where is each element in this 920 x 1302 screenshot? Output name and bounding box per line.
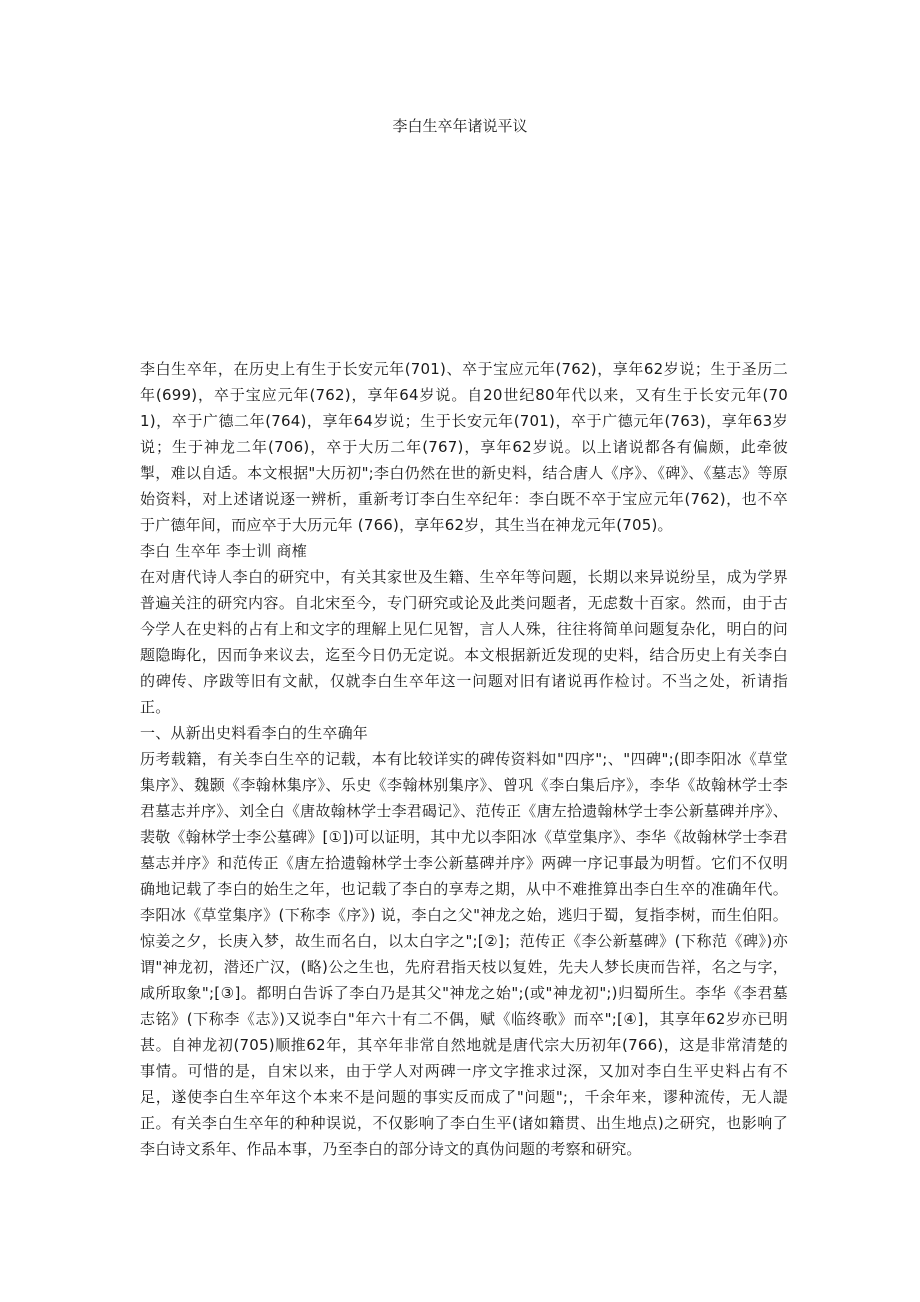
intro-paragraph: 在对唐代诗人李白的研究中，有关其家世及生籍、生卒年等问题，长期以来异说纷呈，成为学界普遍关注的研究内容。自北宋至今，专门研究或论及此类问题者，无虑数十百家。然而，由于古今学人在史料的占有上和文字的理解上见仁见智，言人人殊，往往将简单问题复杂化，明白的问题隐晦化，因而争来议去，迄至今日仍无定说。本文根据新近发现的史料，结合历史上有关李白的碑传、序跋等旧有文献，仅就李白生卒年这一问题对旧有诸说再作检讨。不当之处，祈请指正。 — [140, 568, 788, 716]
section-heading: 一、从新出史料看李白的生卒确年 — [140, 724, 369, 742]
section-paragraph: 历考载籍，有关李白生卒的记载，本有比较详实的碑传资料如"四序";、"四碑";(即李阳冰《草堂集序》、魏颢《李翰林集序》、乐史《李翰林别集序》、曾巩《李白集后序》，李华《故翰林学士李君墓志并序》、刘全白《唐故翰林学士李君碣记》、范传正《唐左拾遗翰林学士李公新墓碑并序》、裴敬《翰林学士李公墓碑》[①])可以证明，其中尤以李阳冰《草堂集序》、李华《故翰林学士李君墓志并序》和范传正《唐左拾遗翰林学士李公新墓碑并序》两碑一序记事最为明晳。它们不仅明确地记载了李白的始生之年，也记载了李白的享寿之期，从中不难推算出李白生卒的准确年代。李阳冰《草堂集序》(下称李《序》) 说，李白之父"神龙之始，逃归于蜀，复指李树，而生伯阳。惊姜之夕，长庚入梦，故生而名白，以太白字之";[②]；范传正《李公新墓碑》(下称范《碑》)亦谓"神龙初，潜还广汉，(略)公之生也，先府君指天枝以复姓，先夫人梦长庚而告祥，名之与字，咸所取象";[③]。都明白告诉了李白乃是其父"神龙之始";(或"神龙初";)归蜀所生。李华《李君墓志铭》(下称李《志》)又说李白"年六十有二不偶，赋《临终歌》而卒";[④]，其享年62岁亦已明甚。自神龙初(705)顺推62年，其卒年非常自然地就是唐代宗大历初年(766)，这是非常清楚的事情。可惜的是，自宋以来，由于学人对两碑一序文字推求过深，又加对李白生平史料占有不足，遂使李白生卒年这个本来不是问题的事实反而成了"问题";，千余年来，谬种流传，无人諟正。有关李白生卒年的种种误说，不仅影响了李白生平(诸如籍贯、出生地点)之研究，也影响了李白诗文系年、作品本事，乃至李白的部分诗文的真伪问题的考察和研究。 — [140, 750, 788, 1158]
document-title: 李白生卒年诸说平议 — [392, 117, 528, 135]
document-body — [140, 356, 788, 1162]
abstract-paragraph: 李白生卒年，在历史上有生于长安元年(701)、卒于宝应元年(762)，享年62岁说；生于圣历二年(699)，卒于宝应元年(762)，享年64岁说。自20世纪80年代以来，又有生于长安元年(701)，卒于广德二年(764)，享年64岁说；生于长安元年(701)，卒于广德元年(763)，享年63岁说；生于神龙二年(706)，卒于大历二年(767)，享年62岁说。以上诸说都各有偏颇，此牵彼掣，难以自适。本文根据"大历初";李白仍然在世的新史料，结合唐人《序》、《碑》、《墓志》等原始资料，对上述诸说逐一辨析，重新考订李白生卒纪年：李白既不卒于宝应元年(762)，也不卒于广德年间，而应卒于大历元年 (766)，享年62岁，其生当在神龙元年(705)。 — [140, 360, 788, 534]
keywords-line: 李白 生卒年 李士训 商榷 — [140, 542, 307, 560]
